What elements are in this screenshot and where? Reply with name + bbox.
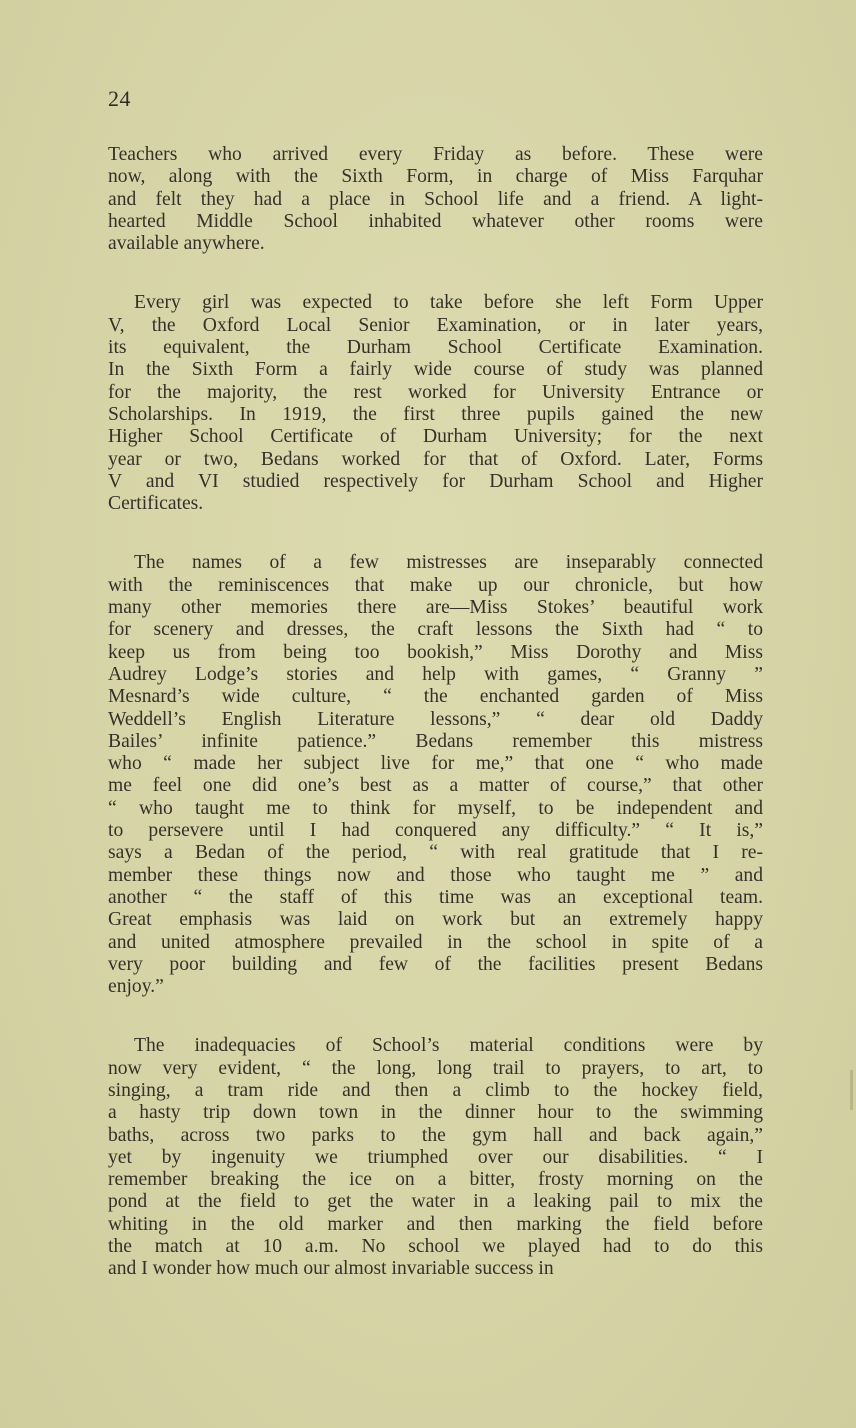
paragraph xyxy=(108,1035,763,1280)
text-line: Every girl was expected to take before she left Form Upper xyxy=(134,292,763,314)
text-line: year or two, Bedans worked for that of Oxford. Later, Forms xyxy=(108,448,763,470)
text-line: keep us from being too bookish,” Miss Dorothy and Miss xyxy=(108,641,763,663)
text-line: singing, a tram ride and then a climb to the hockey field, xyxy=(108,1079,763,1101)
text-line: another “ the staff of this time was an exceptional team. xyxy=(108,886,763,908)
text-line: The names of a few mistresses are inseparably connected xyxy=(134,552,763,574)
text-line: who “ made her subject live for me,” that one “ who made xyxy=(108,753,763,775)
text-line: V and VI studied respectively for Durham School and Higher xyxy=(108,470,763,492)
text-line: for the majority, the rest worked for University Entrance or xyxy=(108,381,763,403)
text-line: member these things now and those who taught me ” and xyxy=(108,864,763,886)
body-text xyxy=(108,144,763,1318)
text-line: baths, across two parks to the gym hall and back again,” xyxy=(108,1124,763,1146)
text-line: whiting in the old marker and then marking the field before xyxy=(108,1213,763,1235)
text-line: “ who taught me to think for myself, to be independent and xyxy=(108,797,763,819)
text-line: Bailes’ infinite patience.” Bedans remember this mistress xyxy=(108,730,763,752)
text-line: In the Sixth Form a fairly wide course of study was planned xyxy=(108,359,763,381)
page-edge-mark xyxy=(850,1070,853,1110)
text-line: the match at 10 a.m. No school we played had to do this xyxy=(108,1236,763,1258)
text-line: The inadequacies of School’s material conditions were by xyxy=(134,1035,763,1057)
text-line: Certificates. xyxy=(108,493,204,515)
text-line: Great emphasis was laid on work but an extremely happy xyxy=(108,909,763,931)
text-line: Higher School Certificate of Durham University; for the next xyxy=(108,426,763,448)
text-line: hearted Middle School inhabited whatever other rooms were xyxy=(108,210,763,232)
text-line: its equivalent, the Durham School Certificate Examination. xyxy=(108,337,763,359)
text-line: Scholarships. In 1919, the first three pupils gained the new xyxy=(108,403,763,425)
text-line: V, the Oxford Local Senior Examination, or in later years, xyxy=(108,314,763,336)
text-line: says a Bedan of the period, “ with real gratitude that I re- xyxy=(108,842,763,864)
text-line: available anywhere. xyxy=(108,233,265,255)
page-number: 24 xyxy=(108,86,131,111)
paragraph xyxy=(108,292,763,515)
text-line: many other memories there are—Miss Stokes’ beautiful work xyxy=(108,597,763,619)
text-line: Mesnard’s wide culture, “ the enchanted garden of Miss xyxy=(108,686,763,708)
text-line: and united atmosphere prevailed in the school in spite of a xyxy=(108,931,763,953)
text-line: and I wonder how much our almost invariable success in xyxy=(108,1258,554,1280)
text-line: to persevere until I had conquered any difficulty.” “ It is,” xyxy=(108,820,763,842)
text-line: yet by ingenuity we triumphed over our disabilities. “ I xyxy=(108,1146,763,1168)
text-line: Audrey Lodge’s stories and help with games, “ Granny ” xyxy=(108,663,763,685)
text-line: pond at the field to get the water in a leaking pail to mix the xyxy=(108,1191,763,1213)
text-line: remember breaking the ice on a bitter, frosty morning on the xyxy=(108,1169,763,1191)
text-line: with the reminiscences that make up our chronicle, but how xyxy=(108,574,763,596)
text-line: a hasty trip down town in the dinner hour to the swimming xyxy=(108,1102,763,1124)
text-line: for scenery and dresses, the craft lessons the Sixth had “ to xyxy=(108,619,763,641)
text-line: Weddell’s English Literature lessons,” “ dear old Daddy xyxy=(108,708,763,730)
text-line: now, along with the Sixth Form, in charge of Miss Farquhar xyxy=(108,166,763,188)
paragraph xyxy=(108,552,763,998)
text-line: Teachers who arrived every Friday as before. These were xyxy=(108,144,763,165)
text-line: now very evident, “ the long, long trail to prayers, to art, to xyxy=(108,1057,763,1079)
text-line: me feel one did one’s best as a matter of course,” that other xyxy=(108,775,763,797)
text-line: enjoy.” xyxy=(108,976,164,998)
text-line: very poor building and few of the facilities present Bedans xyxy=(108,953,763,975)
paragraph xyxy=(108,144,763,255)
text-line: and felt they had a place in School life and a friend. A light- xyxy=(108,188,763,210)
